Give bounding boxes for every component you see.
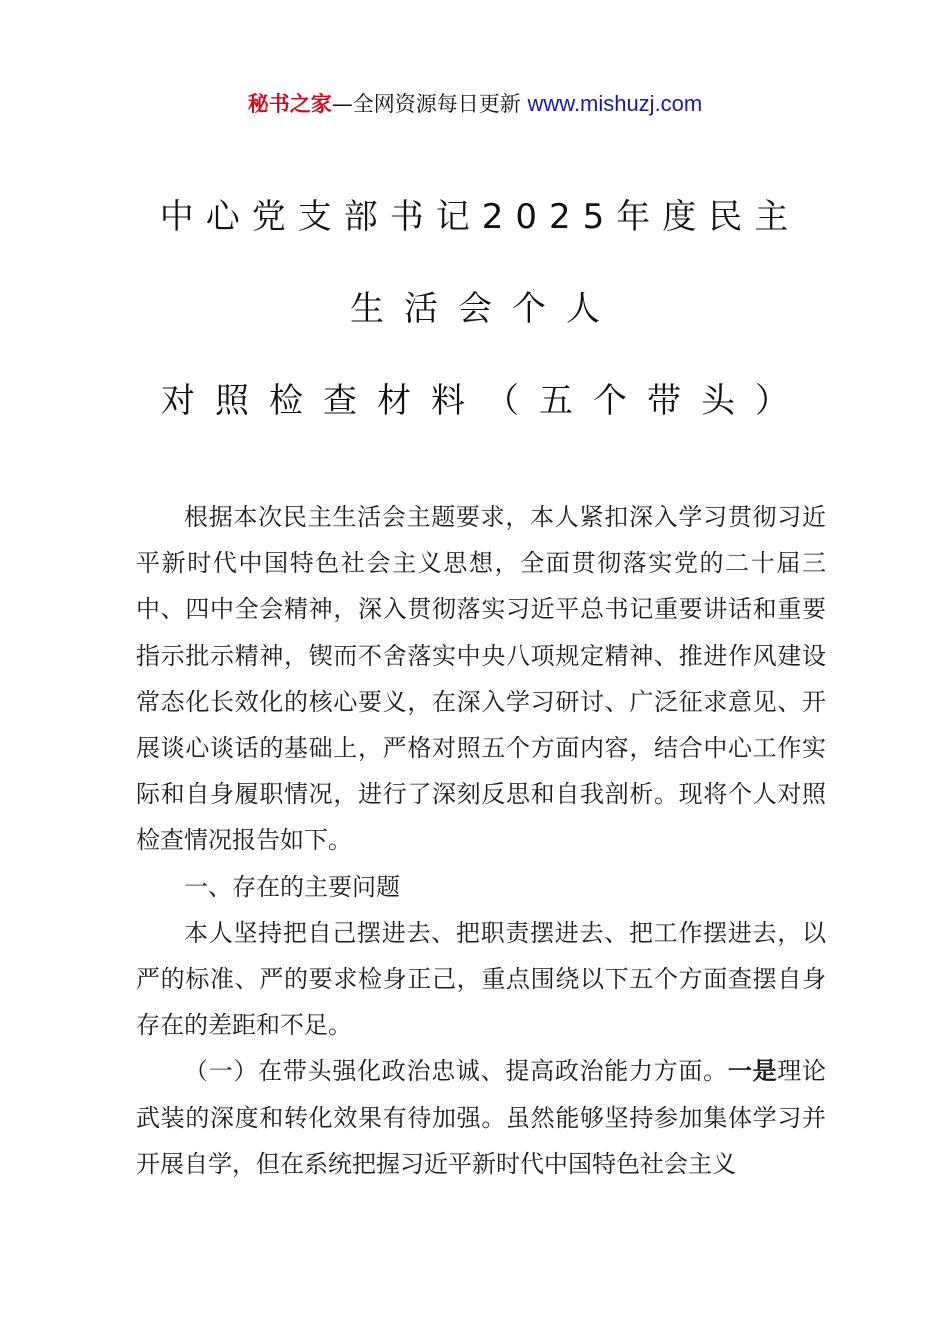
point-text-1: 理论武装的深度和转化效果有待加强。虽然能够坚持参加集体学习并开展自学，但在系统把握习近平新时代中国特色社会主义 bbox=[136, 1057, 827, 1178]
document-body bbox=[136, 494, 826, 1187]
document-title-line-2: 生活会个人 bbox=[350, 289, 620, 329]
site-brand: 秘书之家 bbox=[247, 92, 332, 116]
site-url-link[interactable]: www.mishuzj.com bbox=[527, 91, 703, 116]
point-label-1: 一是 bbox=[727, 1057, 778, 1086]
section-problems-paragraph: 本人坚持把自己摆进去、把职责摆进去、把工作摆进去，以严的标准、严的要求检身正己，重点围绕以下五个方面查摆自身存在的差距和不足。 bbox=[136, 918, 826, 1040]
document-title-line-3: 对照检查材料（五个带头） bbox=[161, 381, 809, 421]
document-title-line-1: 中心党支部书记2025年度民主 bbox=[159, 197, 801, 237]
subsection-paragraph-1 bbox=[136, 1048, 826, 1187]
site-tagline: —全网资源每日更新 bbox=[331, 92, 528, 116]
site-header bbox=[0, 88, 950, 120]
subsection-heading-1: （一）在带头强化政治忠诚、提高政治能力方面。 bbox=[184, 1057, 728, 1086]
section-heading-problems: 一、存在的主要问题 bbox=[184, 872, 400, 901]
intro-paragraph: 根据本次民主生活会主题要求，本人紧扣深入学习贯彻习近平新时代中国特色社会主义思想，全面贯彻落实党的二十届三中、四中全会精神，深入贯彻落实习近平总书记重要讲话和重要指示批示精神，锲而不舍落实中央八项规定精神、推进作风建设常态化长效化的核心要义，在深入学习研讨、广泛征求意见、开展谈心谈话的基础上，严格对照五个方面内容，结合中心工作实际和自身履职情况，进行了深刻反思和自我剖析。现将个人对照检查情况报告如下。 bbox=[136, 503, 826, 855]
